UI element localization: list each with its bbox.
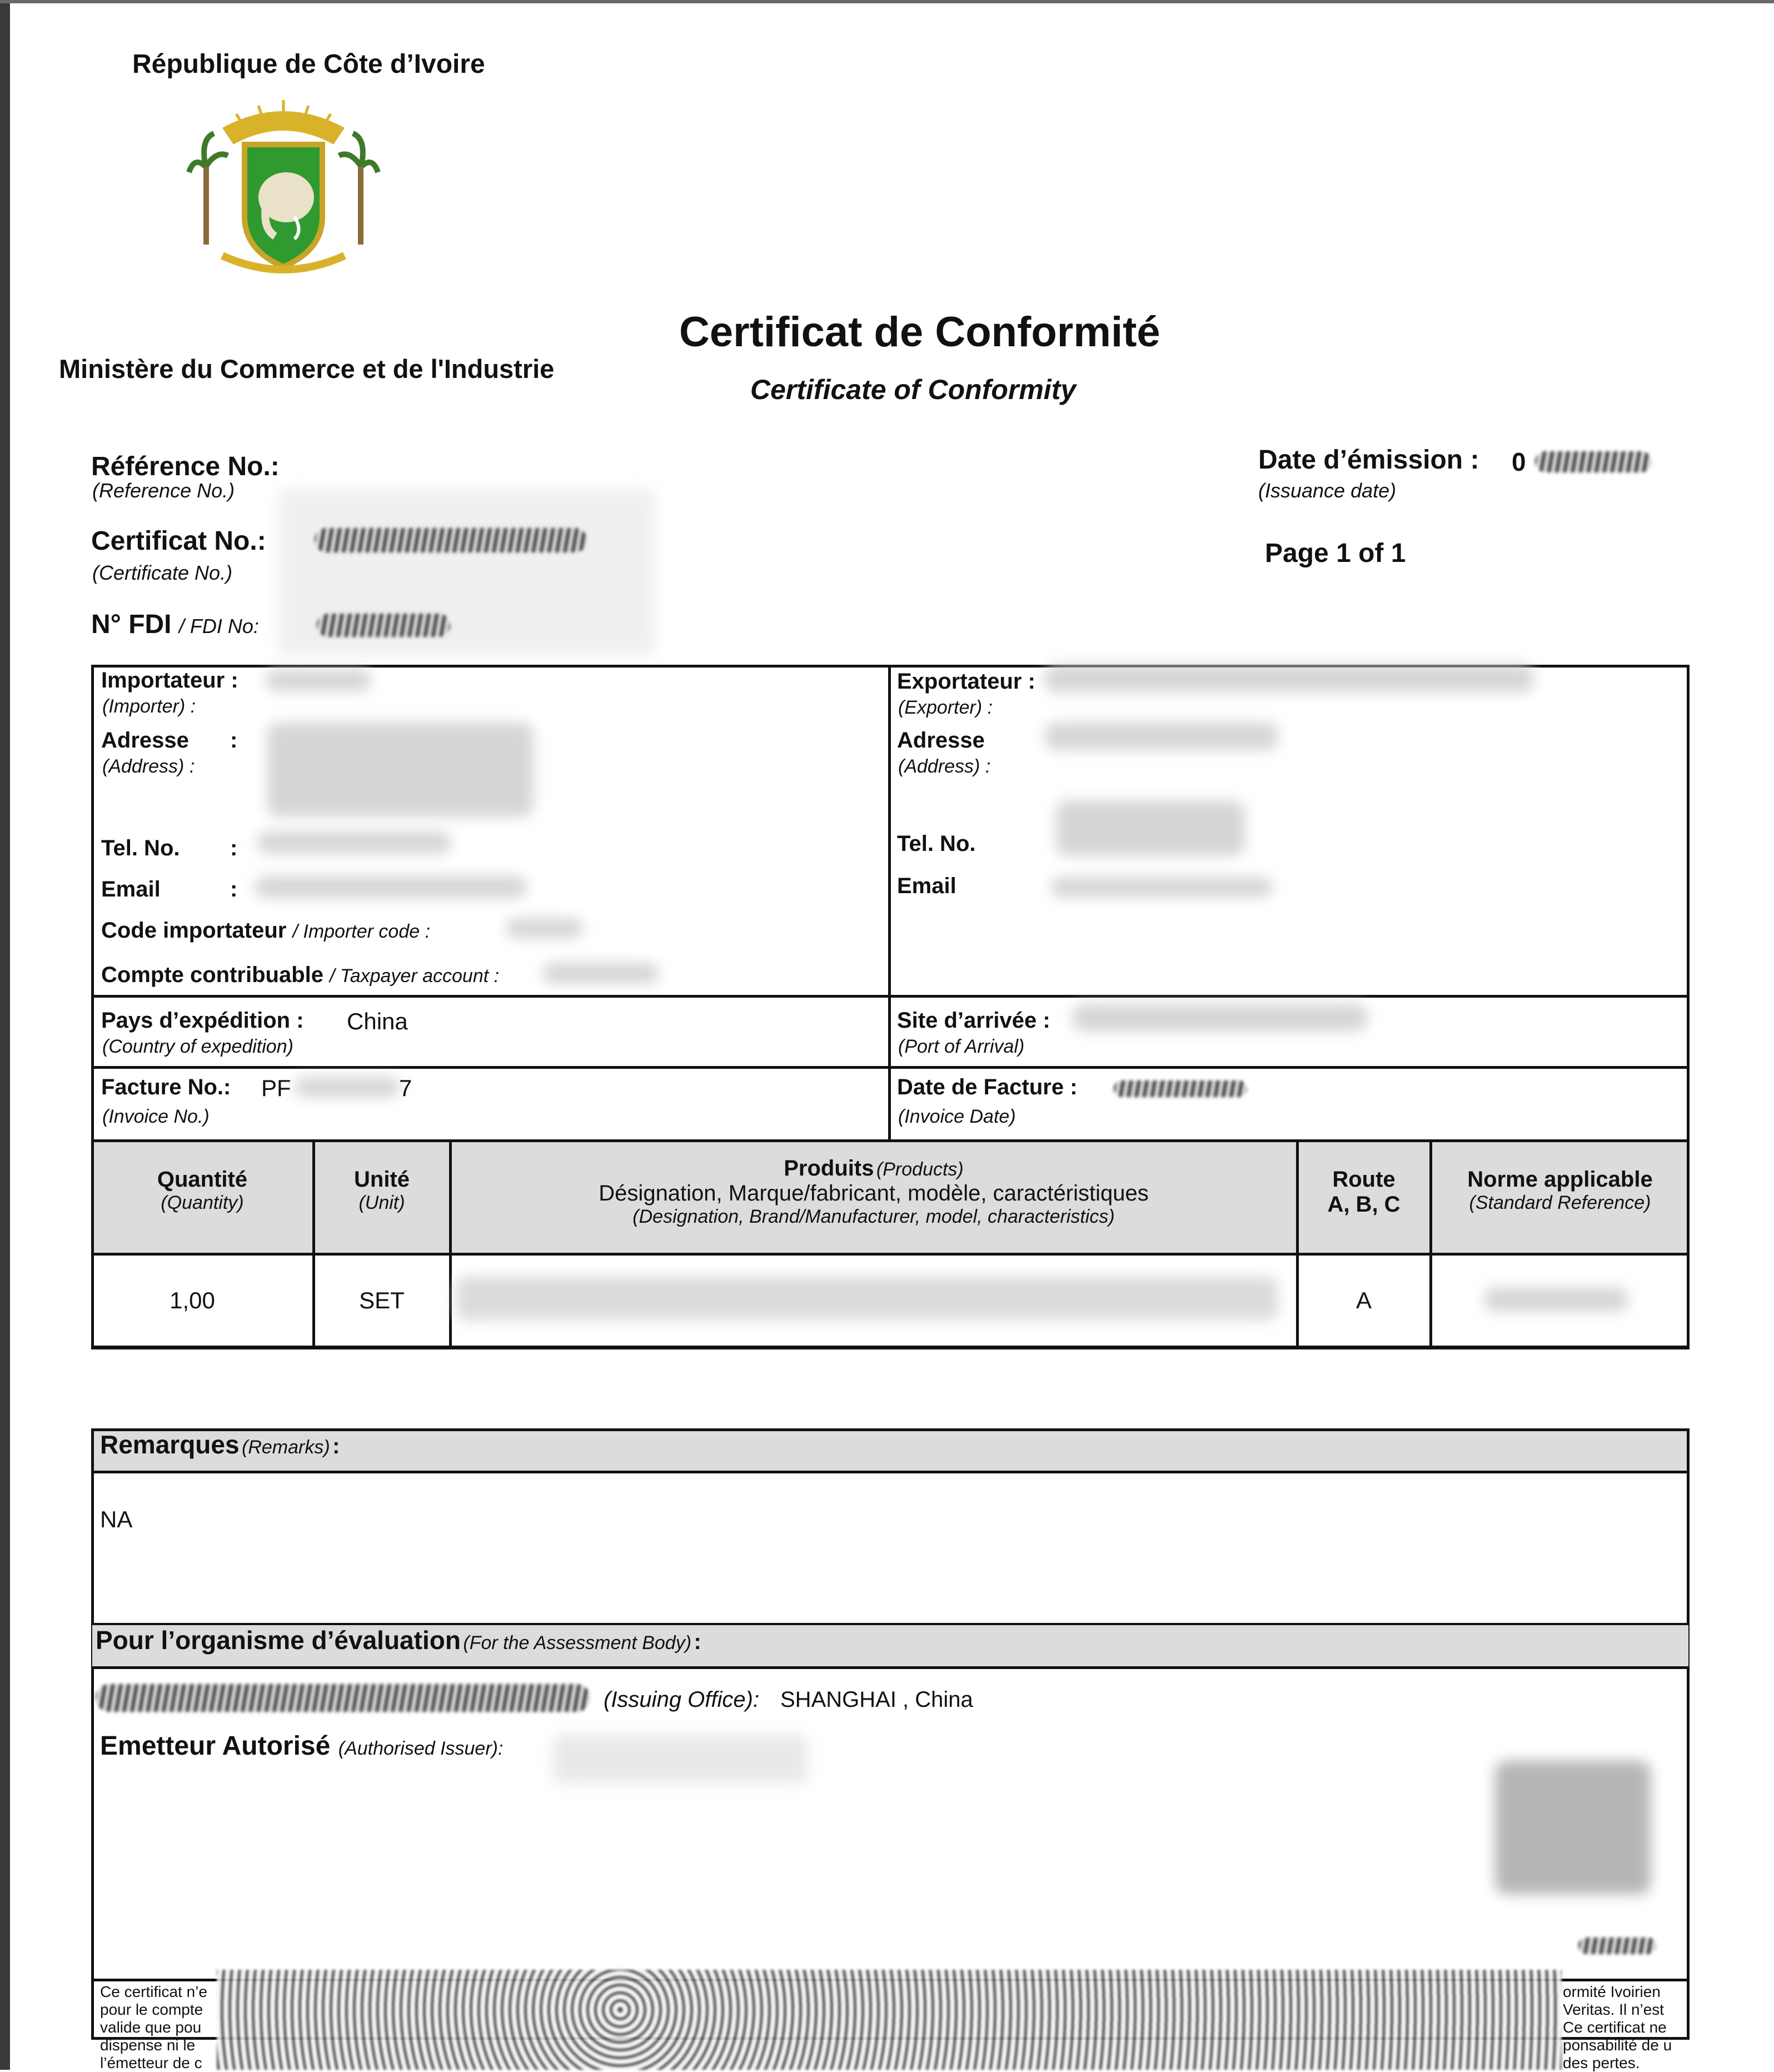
header-products-en: (Products): [876, 1159, 964, 1180]
taxpayer-account-fr: Compte contribuable: [101, 963, 324, 987]
assessment-label-fr: Pour l’organisme d’évaluation: [96, 1626, 461, 1655]
remarks-label: [100, 1430, 340, 1460]
scan-edge: [0, 0, 10, 2070]
coat-of-arms-emblem: [183, 89, 383, 289]
invoice-number-value-start: PF: [261, 1075, 291, 1101]
redacted-exporter-tel: [1056, 800, 1245, 856]
redacted-issuance-date: [1535, 451, 1652, 472]
invoice-divider: [888, 1066, 891, 1142]
reference-label: Référence No.:: [91, 452, 280, 481]
invoice-date-label-en: (Invoice Date): [898, 1106, 1016, 1127]
importer-code-fr: Code importateur: [101, 918, 287, 943]
redacted-exporter-address: [1045, 723, 1278, 750]
assessment-header-divider: [91, 1666, 1690, 1669]
header-products: [451, 1156, 1296, 1228]
header-products-line3: (Designation, Brand/Manufacturer, model, characteristics): [632, 1206, 1115, 1227]
issuing-office-label: (Issuing Office):: [604, 1687, 760, 1712]
importer-label: Importateur :: [101, 668, 238, 693]
country-expedition-value: China: [347, 1008, 408, 1034]
document-title: Certificat de Conformité: [679, 308, 1160, 356]
taxpayer-account-en: / Taxpayer account :: [330, 965, 500, 987]
footer-disclaimer-left: Ce certificat n’e pour le compte valide que pou dispense ni le l’émetteur de c: [100, 1983, 207, 2071]
importer-address-label-en: (Address) :: [102, 756, 195, 777]
row-divider-1: [91, 995, 1690, 998]
port-arrival-label-en: (Port of Arrival): [898, 1036, 1025, 1057]
header-quantity-en: (Quantity): [161, 1192, 244, 1213]
certificate-label-en: (Certificate No.): [92, 561, 233, 584]
reference-label-en: (Reference No.): [92, 479, 235, 502]
certificate-label: Certificat No.:: [91, 526, 266, 556]
exporter-tel-label: Tel. No.: [897, 831, 976, 856]
header-products-fr: Produits: [784, 1156, 874, 1181]
redacted-signature-stamp: [1495, 1761, 1651, 1894]
fdi-label-en: / FDI No:: [178, 615, 259, 637]
issuing-office-value: SHANGHAI , China: [780, 1687, 973, 1712]
taxpayer-account-label: [101, 963, 499, 988]
exporter-email-label: Email: [897, 874, 956, 898]
redacted-footer-overlay: [217, 1970, 1562, 2070]
redacted-taxpayer-account: [542, 963, 659, 984]
importer-tel-colon: :: [230, 836, 238, 860]
country-expedition-label: Pays d’expédition :: [101, 1008, 304, 1033]
issuance-date-value: 0: [1512, 447, 1526, 476]
row-unit: SET: [359, 1287, 405, 1313]
redacted-importer-address: [267, 723, 534, 817]
invoice-number-value-end: 7: [399, 1075, 412, 1101]
redacted-standard-reference: [1484, 1287, 1628, 1312]
invoice-number-label: Facture No.:: [101, 1075, 231, 1099]
issuance-date-label-en: (Issuance date): [1258, 479, 1397, 502]
fdi-label-fr: N° FDI: [91, 610, 172, 639]
authorised-issuer-label: [100, 1731, 503, 1761]
products-header-divider: [91, 1253, 1690, 1256]
redacted-exporter-name: [1045, 665, 1534, 693]
footer-disclaimer-right: ormité Ivoirien Veritas. Il n’est Ce certificat ne ponsabilité de u des pertes.: [1563, 1983, 1672, 2071]
authorised-issuer-en: (Authorised Issuer):: [338, 1738, 504, 1759]
importer-code-label: [101, 918, 430, 943]
row-route: A: [1356, 1287, 1372, 1313]
header-standard-en: (Standard Reference): [1469, 1192, 1651, 1213]
redacted-invoice-number: [295, 1077, 400, 1097]
redacted-importer-code: [506, 918, 584, 938]
redacted-issuing-office-name: [96, 1684, 590, 1712]
authorised-issuer-fr: Emetteur Autorisé: [100, 1731, 331, 1761]
document-subtitle: Certificate of Conformity: [750, 374, 1077, 405]
remarks-colon: :: [332, 1434, 340, 1458]
redacted-exporter-email: [1050, 877, 1273, 897]
header-unit-en: (Unit): [358, 1192, 405, 1213]
redacted-invoice-date: [1114, 1080, 1247, 1097]
header-products-line2: Désignation, Marque/fabricant, modèle, caractéristiques: [599, 1181, 1149, 1206]
redacted-authorised-issuer: [552, 1734, 808, 1784]
exporter-address-label-en: (Address) :: [898, 756, 991, 777]
redacted-product-description: [456, 1276, 1278, 1321]
header-unit: [315, 1167, 449, 1214]
page-indicator: Page 1 of 1: [1265, 539, 1406, 568]
fdi-label: [91, 609, 259, 640]
scan-edge-top: [0, 0, 1774, 3]
signature-mark: [1578, 1937, 1656, 1954]
header-route: [1298, 1167, 1429, 1217]
importer-email-colon: :: [230, 877, 238, 901]
header-quantity: [92, 1167, 312, 1214]
header-standard-fr: Norme applicable: [1467, 1167, 1653, 1192]
exporter-address-label: Adresse: [897, 728, 985, 753]
invoice-date-label: Date de Facture :: [897, 1075, 1078, 1099]
header-quantity-fr: Quantité: [157, 1167, 248, 1192]
row-quantity: 1,00: [170, 1287, 215, 1313]
importer-label-en: (Importer) :: [102, 696, 196, 717]
country-expedition-label-en: (Country of expedition): [102, 1036, 293, 1057]
assessment-colon: :: [694, 1630, 701, 1654]
header-route-l1: Route: [1332, 1167, 1396, 1192]
redacted-importer-name: [266, 669, 371, 691]
header-route-l2: A, B, C: [1327, 1192, 1401, 1217]
redacted-importer-email: [255, 876, 527, 898]
remarks-label-en: (Remarks): [242, 1437, 330, 1458]
remarks-value: NA: [100, 1506, 133, 1532]
exporter-label-en: (Exporter) :: [898, 697, 993, 718]
remarks-label-fr: Remarques: [100, 1430, 240, 1459]
importer-tel-label: Tel. No.: [101, 836, 180, 860]
redacted-port-arrival: [1073, 1004, 1367, 1032]
exporter-label: Exportateur :: [897, 669, 1035, 694]
assessment-label-en: (For the Assessment Body): [463, 1632, 692, 1653]
port-arrival-label: Site d’arrivée :: [897, 1008, 1050, 1033]
republic-name: République de Côte d’Ivoire: [132, 49, 485, 79]
redacted-importer-tel: [257, 831, 451, 854]
header-standard: [1432, 1167, 1688, 1214]
invoice-number-label-en: (Invoice No.): [102, 1106, 210, 1127]
redacted-fdi-number: [317, 614, 450, 637]
importer-address-label: Adresse: [101, 728, 189, 753]
ministry-name: Ministère du Commerce et de l'Industrie: [59, 354, 555, 383]
importer-email-label: Email: [101, 877, 161, 901]
importer-address-colon: :: [230, 728, 238, 753]
issuance-date-label: Date d’émission :: [1258, 445, 1479, 475]
redacted-certificate-number: [315, 528, 587, 552]
header-unit-fr: Unité: [354, 1167, 410, 1192]
importer-code-en: / Importer code :: [292, 921, 431, 942]
remarks-header-divider: [91, 1471, 1690, 1473]
assessment-label: [96, 1625, 701, 1655]
